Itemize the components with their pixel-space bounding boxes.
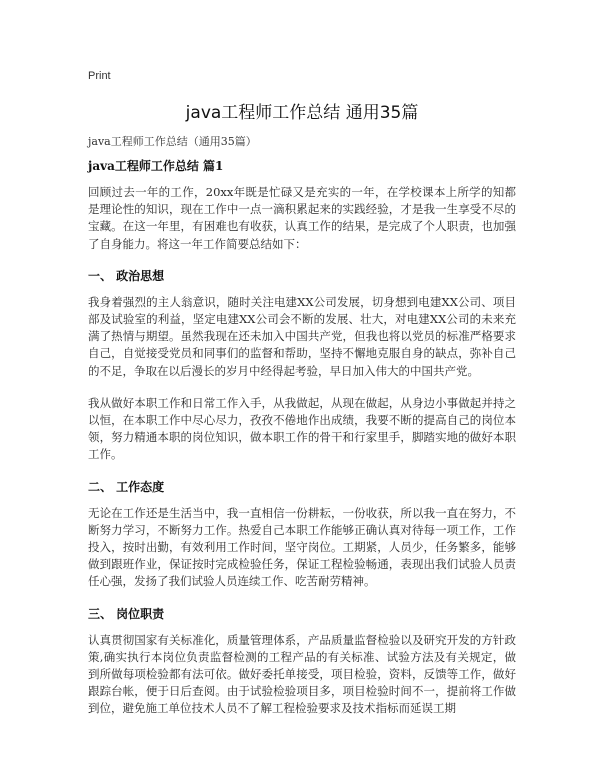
politics-paragraph-2: 我从做好本职工作和日常工作入手，从我做起，从现在做起，从身边小事做起并持之以恒，在本职工作中尽心尽力，孜孜不倦地作出成绩，我要不断的提高自己的岗位本领，努力精通本职的岗位知识，做本职工作的骨干和行家里手，脚踏实地的做好本职工作。 <box>88 395 516 462</box>
intro-paragraph: 回顾过去一年的工作，20xx年既是忙碌又是充实的一年，在学校课本上所学的知都是理论性的知识，现在工作中一点一滴积累起来的实践经验，才是我一生享受不尽的宝藏。在这一年里，有困难也有收获，认真工作的结果，是完成了个人职责，也加强了自身能力。将这一年工作简要总结如下： <box>88 185 516 251</box>
document-subtitle: java工程师工作总结（通用35篇） <box>88 135 257 148</box>
print-label[interactable]: Print <box>88 70 111 82</box>
section-heading-politics: 一、 政治思想 <box>88 268 165 283</box>
duties-paragraph: 认真贯彻国家有关标准化，质量管理体系，产品质量监督检验以及研究开发的方针政策,确实执行本岗位负责监督检测的工程产品的有关标准、试验方法及有关规定，做到所做每项检验都有法可依。做好委托单接受，项目检验，资料，反馈等工作，做好跟踪台帐，便于日后查阅。由于试验检验项目多，项目检验时间不一，提前将工作做到位，避免施工单位技术人员不了解工程检验要求及技术指标而延误工期 <box>88 632 516 716</box>
article-body <box>88 158 516 733</box>
section-heading-duties: 三、 岗位职责 <box>88 606 165 621</box>
attitude-paragraph: 无论在工作还是生活当中，我一直相信一份耕耘，一份收获，所以我一直在努力，不断努力学习，不断努力工作。热爱自己本职工作能够正确认真对待每一项工作，工作投入，按时出勤，有效利用工作时间，坚守岗位。工期紧，人员少，任务繁多，能够做到跟班作业，保证按时完成检验任务，保证工程检验畅通，表现出我们试验人员责任心强，发扬了我们试验人员连续工作、吃苦耐劳精神。 <box>88 505 516 589</box>
article-heading: java工程师工作总结 篇1 <box>88 159 224 173</box>
document-title: java工程师工作总结 通用35篇 <box>185 103 419 123</box>
section-heading-attitude: 二、 工作态度 <box>88 479 165 494</box>
politics-paragraph-1: 我身着强烈的主人翁意识，随时关注电建XX公司发展，切身想到电建XX公司、项目部及试验室的利益，坚定电建XX公司会不断的发展、壮大，对电建XX公司的未来充满了热情与期望。虽然我现在还未加入中国共产党，但我也将以党员的标准严格要求自己，自觉接受党员和同事们的监督和帮助，坚持不懈地克服自身的缺点，弥补自己的不足，争取在以后漫长的岁月中经得起考验，早日加入伟大的中国共产党。 <box>88 294 516 378</box>
